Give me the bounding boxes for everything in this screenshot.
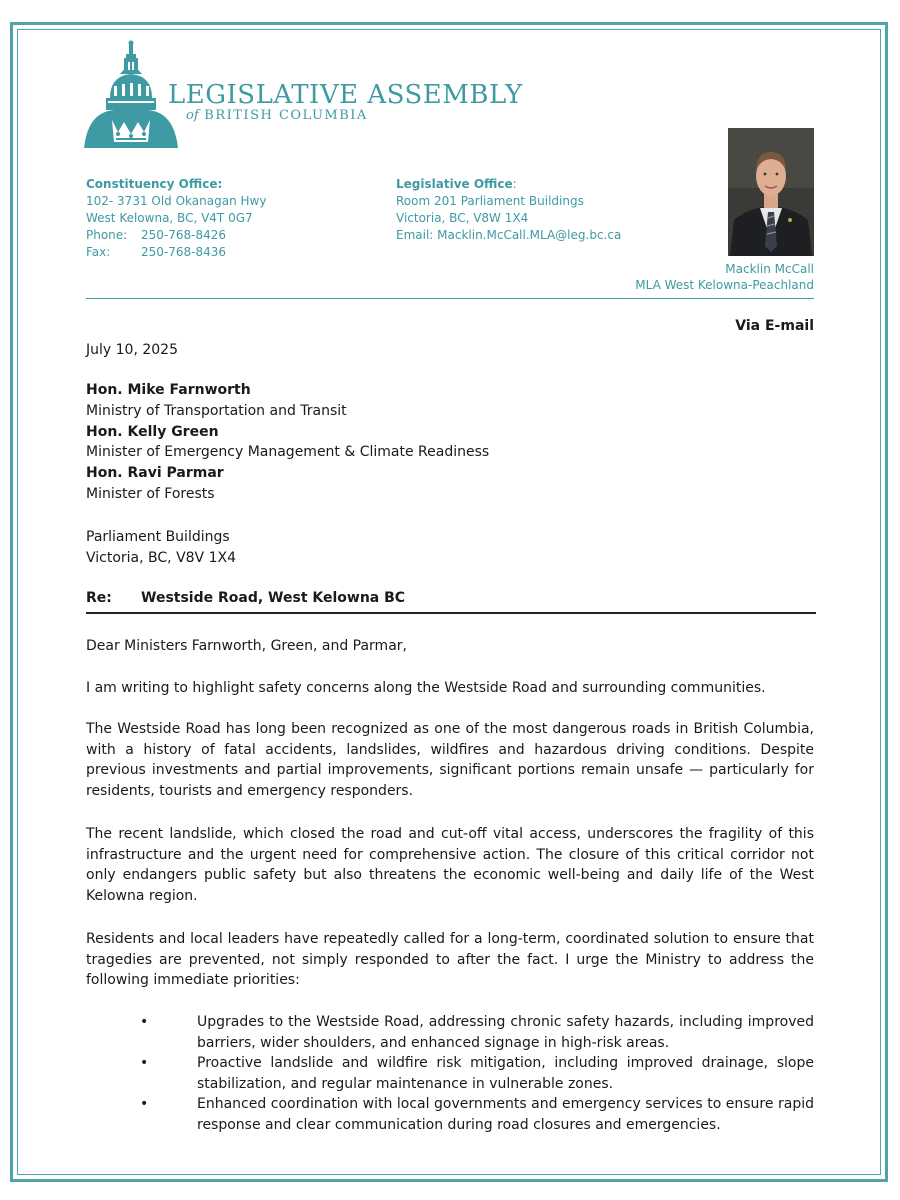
header-divider <box>86 298 814 299</box>
legislative-address-line2: Victoria, BC, V8W 1X4 <box>396 211 529 225</box>
recipient-name: Hon. Ravi Parmar <box>86 465 224 482</box>
organization-subtitle-name: BRITISH COLUMBIA <box>204 108 368 123</box>
fax-number: 250-768-8436 <box>141 245 227 259</box>
recipient-title: Ministry of Transportation and Transit <box>86 402 347 419</box>
list-item-text: Enhanced coordination with local governments and emergency services to ensure rapid response and clear communication during road closures and emergencies. <box>197 1096 814 1133</box>
priorities-list <box>140 1012 814 1135</box>
constituency-address-line1: 102- 3731 Old Okanagan Hwy <box>86 194 267 208</box>
bullet-marker: • <box>140 1014 149 1030</box>
constituency-phone <box>86 227 266 244</box>
constituency-office-block <box>86 176 266 261</box>
delivery-method: Via E-mail <box>735 318 814 334</box>
mla-portrait-photo <box>728 128 814 256</box>
organization-subtitle <box>186 108 368 123</box>
address-line2: Victoria, BC, V8V 1X4 <box>86 549 236 566</box>
address-line1: Parliament Buildings <box>86 529 230 545</box>
letter-date: July 10, 2025 <box>86 342 178 358</box>
legislative-address-line1: Room 201 Parliament Buildings <box>396 194 584 208</box>
phone-number: 250-768-8426 <box>141 228 227 242</box>
recipient-title: Minister of Emergency Management & Climate Readiness <box>86 444 490 461</box>
recipient-name: Hon. Mike Farnworth <box>86 382 251 398</box>
recipient-address <box>86 527 814 568</box>
list-item <box>140 1094 814 1135</box>
organization-subtitle-of: of <box>186 108 199 123</box>
bullet-marker: • <box>140 1055 149 1071</box>
constituency-office-heading: Constituency Office: <box>86 177 223 191</box>
constituency-fax <box>86 244 266 261</box>
portrait-illustration <box>728 128 814 256</box>
fax-label: Fax: <box>86 245 111 259</box>
constituency-address-line2: West Kelowna, BC, V4T 0G7 <box>86 211 253 225</box>
list-item-text: Upgrades to the Westside Road, addressing chronic safety hazards, including improved barriers, wider shoulders, and enhanced signage in high-risk areas. <box>197 1014 814 1051</box>
mla-title: MLA West Kelowna-Peachland <box>635 278 814 292</box>
list-item <box>140 1012 814 1053</box>
legislature-dome-logo <box>84 40 180 150</box>
subject-label: Re: <box>86 590 112 606</box>
paragraph: I am writing to highlight safety concerns along the Westside Road and surrounding communities. <box>86 680 766 696</box>
recipients-list <box>86 380 814 505</box>
paragraph: The Westside Road has long been recognized as one of the most dangerous roads in British Columbia, with a history of fatal accidents, landslides, wildfires and hazardous driving conditions. Despite previous investments and partial improvements, significant portions remain unsafe — particularly for residents, tourists and emergency responders. <box>86 721 814 799</box>
phone-label: Phone: <box>86 228 128 242</box>
list-item <box>140 1053 814 1094</box>
salutation: Dear Ministers Farnworth, Green, and Parmar, <box>86 638 407 654</box>
subject-line <box>86 590 816 614</box>
legislative-office-heading: Legislative Office: <box>396 177 517 191</box>
list-item-text: Proactive landslide and wildfire risk mitigation, including improved drainage, slope stabilization, and regular maintenance in vulnerable zones. <box>197 1055 814 1092</box>
paragraph: Residents and local leaders have repeatedly called for a long-term, coordinated solution to ensure that tragedies are prevented, not simply responded to after the fact. I urge the Ministry to address the following immediate priorities: <box>86 931 814 988</box>
organization-name: LEGISLATIVE ASSEMBLY <box>168 80 523 110</box>
legislative-email: Email: Macklin.McCall.MLA@leg.bc.ca <box>396 228 622 242</box>
mla-signature-block <box>635 261 814 293</box>
recipient-name: Hon. Kelly Green <box>86 423 219 440</box>
bullet-marker: • <box>140 1096 149 1112</box>
mla-name: Macklin McCall <box>725 262 814 276</box>
subject-text: Westside Road, West Kelowna BC <box>141 590 406 606</box>
legislative-office-block <box>396 176 621 244</box>
recipient-title: Minister of Forests <box>86 485 215 502</box>
paragraph: The recent landslide, which closed the road and cut-off vital access, underscores the fragility of this infrastructure and the urgent need for comprehensive action. The closure of this critical corridor not only endangers public safety but also threatens the economic well-being and daily life of the West Kelowna region. <box>86 826 814 904</box>
